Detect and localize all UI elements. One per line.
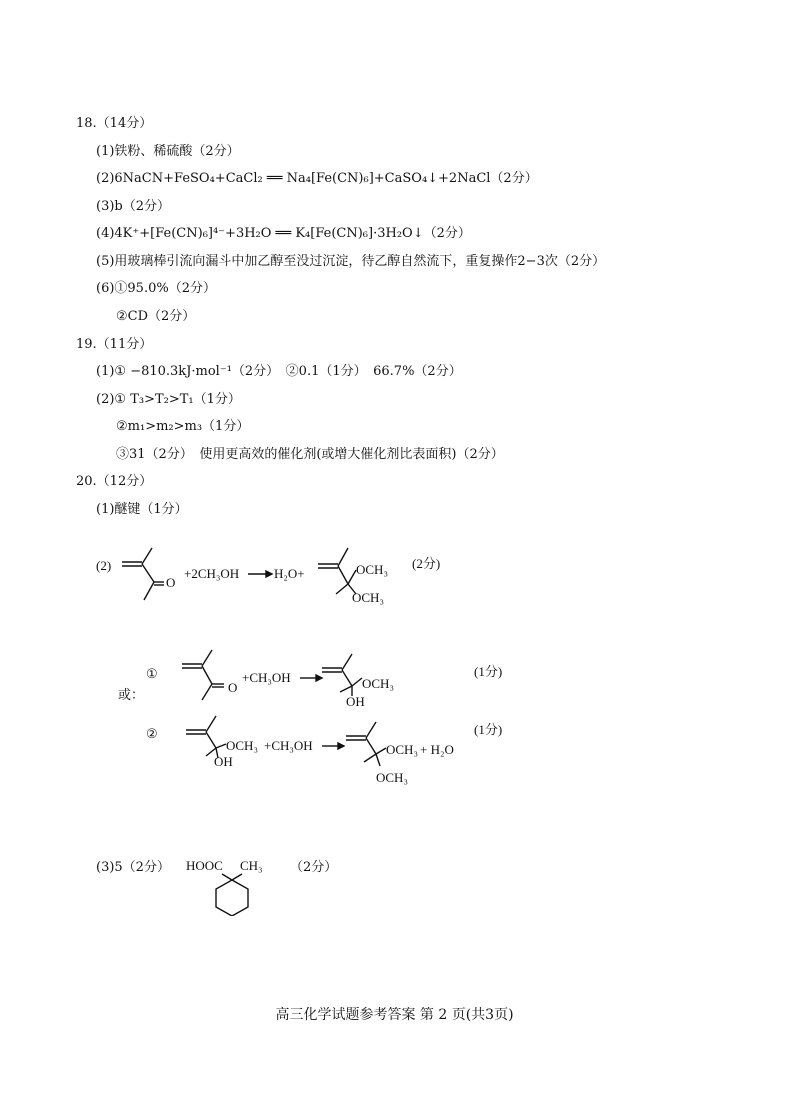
q18-answer-5: (5)用玻璃棒引流向漏斗中加乙醇至没过沉淀，待乙醇自然流下，重复操作2−3次（2分） [96, 254, 606, 269]
step-2-och3-top: OCH₃ [386, 742, 418, 757]
q20-title: 20.（12分） [76, 474, 153, 489]
q18-title: 18.（14分） [76, 116, 153, 131]
ketal-och3-top: OCH₃ [356, 562, 388, 577]
step-2-hemiketal-structure [186, 716, 226, 758]
step-1-scheme [140, 648, 540, 710]
q18-answer-3: (3)b（2分） [96, 199, 171, 214]
step-1-och3: OCH₃ [362, 676, 394, 691]
q19-answer-1: (1)① −810.3kJ·mol⁻¹（2分） ②0.1（1分） 66.7%（2分） [96, 364, 462, 379]
ketone-oxygen: O [166, 575, 176, 590]
step-2-och3-bottom: OCH₃ [376, 770, 408, 785]
step-2-ketal-structure [346, 722, 386, 766]
q18-answer-6b: ②CD（2分） [116, 309, 196, 324]
ketal-och3-bottom: OCH₃ [352, 590, 384, 605]
ketal-product-structure [318, 548, 356, 594]
reaction-2-water: H₂O+ [274, 566, 305, 581]
step-2-och3: OCH₃ [226, 738, 258, 753]
alternative-label: 或： [118, 688, 145, 703]
reaction-2-scheme [90, 540, 490, 610]
reaction-2-score: (2分) [412, 556, 441, 571]
q19-title: 19.（11分） [76, 337, 153, 352]
q20-answer-3-score: （2分） [290, 860, 338, 875]
q18-answer-2: (2)6NaCN+FeSO₄+CaCl₂ ══ Na₄[Fe(CN)₆]+CaSO₄↓+2NaCl（2分） [96, 171, 538, 186]
q19-answer-2c: ③31（2分） 使用更高效的催化剂(或增大催化剂比表面积)（2分） [116, 447, 504, 462]
step-2-scheme [140, 712, 540, 788]
q19-answer-2b: ②m₁>m₂>m₃（1分） [116, 419, 250, 434]
q19-answer-2a: (2)① T₃>T₂>T₁（1分） [96, 392, 241, 407]
step-2-number: ② [146, 726, 158, 741]
step-1-oh: OH [346, 694, 365, 709]
q18-answer-1: (1)铁粉、稀硫酸（2分） [96, 144, 240, 159]
step-1-score: (1分) [474, 664, 503, 679]
q20-answer-1: (1)醚键（1分） [96, 502, 188, 517]
step-1-number: ① [146, 666, 158, 681]
step-1-hemiketal-structure [322, 654, 362, 696]
q18-answer-4: (4)4K⁺+[Fe(CN)₆]⁴⁻+3H₂O ══ K₄[Fe(CN)₆]·3H₂O↓（2分） [96, 226, 471, 241]
methacrolein-ketone-structure [122, 548, 164, 600]
q18-answer-6a: (6)①95.0%（2分） [96, 281, 216, 296]
step-2-reagent: +CH₃OH [264, 738, 313, 753]
step-1-reagent: +CH₃OH [242, 670, 291, 685]
step-2-oh: OH [214, 754, 233, 769]
step-1-oxygen: O [228, 680, 238, 695]
carboxylic-acid-structure [186, 852, 276, 916]
q20-answer-3: (3)5（2分） [96, 860, 170, 875]
page-footer: 高三化学试题参考答案 第 2 页(共3页) [275, 1007, 514, 1023]
cooh-group: HOOC [186, 858, 223, 873]
step-2-water: + H₂O [420, 742, 454, 757]
step-1-ketone-structure [182, 650, 224, 700]
reaction-2-label: (2) [96, 558, 112, 573]
reaction-2-reagent: +2CH₃OH [184, 566, 240, 581]
step-2-score: (1分) [474, 722, 503, 737]
methyl-group: CH₃ [240, 858, 263, 873]
